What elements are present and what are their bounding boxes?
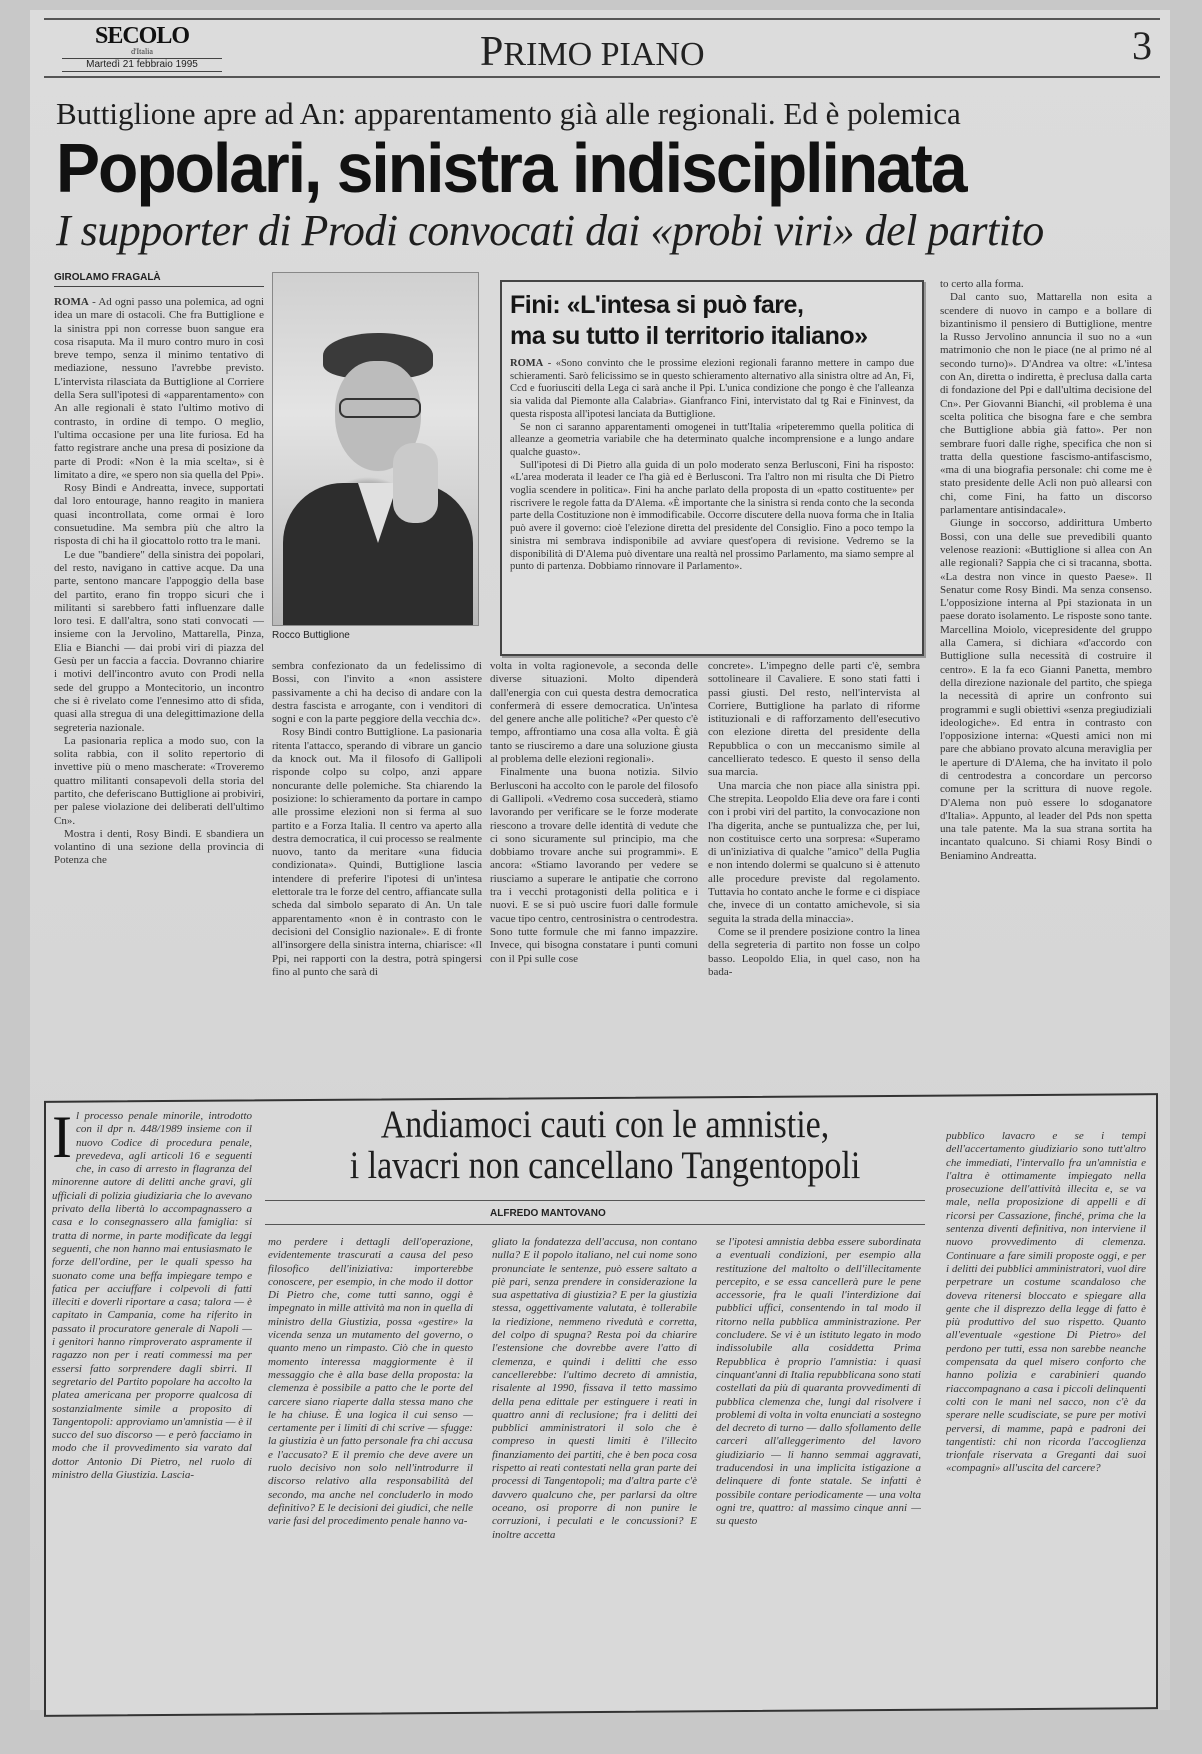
lead-column-3	[490, 660, 698, 1062]
section-title	[480, 28, 705, 76]
subheadline: I supporter di Prodi convocati dai «probi viri» del partito	[56, 206, 1044, 255]
paragraph: Finalmente una buona notizia. Silvio Berlusconi ha accolto con le parole del filosofo di Gallipoli. «Vedremo cosa succederà, stiamo lavorando per verificare se le forze moderate riescono a trovare delle identità di vedute che ci sono sicuramente sul principio, ma che dobbiamo trovare anche sui programmi». E ancora: «Stiamo lavorando per vedere se riusciamo a superare le antipatie che corrono tra i vecchi protagonisti della politica e i nuovi. E se si può uscire fuori dalle formule vacue tipo centro, centrosinistra o centrodestra. Sono tutte formule che mi fanno impazzire. Invece, qui bisogna constatare i punti comuni con il Ppi sulle cose	[490, 766, 698, 965]
paragraph-text: - Ad ogni passo una polemica, ad ogni idea un mare di ostacoli. Che fra Buttiglione e la sinistra ppi non corresse buon sangue era cosa risaputa. Ma il muro contro muro in così breve tempo, senza il minimo tentativo di mediazione, nessuno l'avrebbe previsto. L'intervista rilasciata da Buttiglione al Corriere della Sera sull'ipotesi di «apparentamento» con An alle regionali è stato l'ultimo motivo di contrasto, in ordine di tempo. O meglio, l'ultima occasione per una lite furiosa. Ed ha fatto registrare anche una presa di posizione da parte di Prodi: «Non è la mia scelta», si è limitato a dire, «e spero non sia quella del Ppi».	[54, 296, 264, 481]
newspaper-logo	[62, 24, 222, 72]
opinion-column-1	[52, 1110, 252, 1700]
opinion-byline: ALFREDO MANTOVANO	[490, 1208, 606, 1219]
paragraph: gliato la fondatezza dell'accusa, non contano nulla? E il popolo italiano, nel cui nome sono pronunciate le sentenze, può essere saltato a piè pari, senza prendere in considerazione la sua aspettativa di giustizia? E per la giustizia stessa, oggettivamente valutata, è tollerabile la riedizione, nemmeno rivedutà e corretta, del colpo di spugna? Resta poi da chiarire l'estensione che dovrebbe avere l'atto di clemenza, e quindi i delitti che esso cancellerebbe: l'ultimo decreto di amnistia, risalente al 1990, fissava il tetto massimo della pena edittale per estinguere i reati in quattro anni di reclusione; fra i delitti dei pubblici amministratori il solo che è compreso in questi limiti è l'illecito finanziamento dei partiti, che è ben poca cosa rispetto ai reati contestati nella gran parte dei processi di Tangentopoli; ma d'altra parte c'è davvero qualcuno che, per parlarsi da oltre oceano, osi proporre di non punire le corruzioni, i peculati e le concussioni? E inoltre accetta	[492, 1236, 697, 1541]
opinion-title-line1: Andiamoci cauti con le amnistie,	[380, 1103, 830, 1146]
kicker: Buttiglione apre ad An: apparentamento già alle regionali. Ed è polemica	[56, 96, 961, 131]
opinion-column-2	[268, 1236, 473, 1700]
paragraph: mo perdere i dettagli dell'operazione, evidentemente trascurati a causa del peso filosofico dell'iniziativa: importerebbe conoscere, per esempio, in che modo il dottor Di Pietro che, come tutti sanno, oggi è impegnato in mille attività ma non in quella di ministro della Giustizia, possa «gestire» la vicenda senza un mutamento del governo, o quanto meno un rimpasto. Ciò che in questo momento interessa maggiormente è il messaggio che è alla base della proposta: la clemenza è possibile a patto che le porte del carcere siano riaperte dalla stessa mano che le ha chiuse. È una logica il cui senso — certamente per i limiti di chi scrive — sfugge: la giustizia è un fatto personale fra chi accusa e l'accusato? E il premio che deve avere un ruolo decisivo non solo nell'introdurre il discorso relativo alla responsabilità del secondo, ma anche nel concluderlo in modo definitivo? E le decisioni dei giudici, che nelle varie fasi del procedimento penale hanno va-	[268, 1236, 473, 1528]
paragraph: Dal canto suo, Mattarella non esita a scendere di nuovo in campo e a bollare di bizantinismo il pensiero di Buttiglione, mentre la Russo Jervolino annuncia il suo no a «un matrimonio che non le piace (ne al primo né al secondo turno)». D'Andrea va oltre: «L'intesa con An, diretta o indiretta, è preclusa dalla carta di fondazione del Ppi e dall'ultima decisione del Cn». Per Giovanni Bianchi, «il problema è una scelta politica che bisogna fare e che sembra che Buttiglione abbia già fatto». Per non sembrare fuori dalle righe, specifica che non si tratta della questione fascismo-antifascismo, «ma di una biografia personale: chi come me è stato presidente delle Acli non può allearsi con chi, come Fini, ha fatto un discorso parlamentare antisindacale».	[940, 291, 1152, 517]
paragraph: Come se il prendere posizione contro la linea della segreteria di partito non fosse un colpo basso. Leopoldo Elia, in quel caso, non ha bada-	[708, 925, 920, 978]
page-number: 3	[1132, 23, 1152, 68]
dateline: ROMA	[54, 296, 89, 308]
sidebar-title	[510, 290, 868, 352]
paragraph: Le due "bandiere" della sinistra dei popolari, del resto, navigano in cattive acque. Da una parte, sentono mancare l'appoggio della base del partito, erano fin troppo sicuri che i militanti si sarebbero fatti influenzare dalle loro tesi. E dall'altra, sono stati convocati — insieme con la Jervolino, Mattarella, Pinza, Elia e Bianchi — dai probi viri di piazza del Gesù per un faccia a faccia. Dovranno chiarire i motivi dell'incontro avuto con Prodi nella sede del gruppo a Montecitorio, un incontro che si è rivelato come l'ennesimo atto di sfida, quasi alla stregua di una delegittimazione della segreteria nazionale.	[54, 548, 264, 734]
paragraph: pubblico lavacro e se i tempi dell'accertamento giudiziario sono tutt'altro che immediati, l'intervallo fra un'amnistia e l'altra è ottimamente impiegato nella prosecuzione dell'attività illecita e, se va male, nella proposizione di appelli e di ricorsi per Cassazione, finché, prima che la sentenza diventi definitiva, non interviene il nuovo provvedimento di clemenza. Continuare a fare simili proposte oggi, e per i delitti dei pubblici amministratori, vuol dire perpetrare un costume scandaloso che doveva ritenersi bloccato e spiegare alla gente che il disprezzo della legge di fatto è più produttivo del suo rispetto. Quanto all'eventuale «gestione Di Pietro» del perdono per tutti, essa non sarebbe neanche compensata da quel misero conforto che hanno polizia e carabinieri quando riaccompagnano a casa i piccoli delinquenti colti con le mani nel sacco, non c'è da sperare nelle scudisciate, se pure per motivi perversi, di mamme, papà e padroni dei tangentisti: chi non ricorda l'accoglienza trionfale riservata a Greganti dai suoi «compagni» all'uscita del carcere?	[946, 1130, 1146, 1475]
section-initial: P	[480, 29, 504, 75]
logo-subtitle: d'Italia	[131, 47, 153, 56]
paragraph-text: - «Sono convinto che le prossime elezioni regionali faranno mettere in campo due schieramenti. Sarò felicissimo se in questo schieramento alternativo alla sinistra oltre ad An, Fi, Ccd e fuoriusciti della Lega ci sarà anche il Ppi. L'unica condizione che pongo è che l'alleanza sia valida dal Piemonte alla Calabria». Gianfranco Fini, intervistato dal tg Rai e Fininvest, da questa risposta all'ipotesi lanciata da Buttiglione.	[510, 358, 914, 420]
paragraph: Sull'ipotesi di Di Pietro alla guida di un polo moderato senza Berlusconi, Fini ha risposto: «L'area moderata il leader ce l'ha già ed è Berlusconi. Tra l'altro non mi risulta che Di Pietro voglia scendere in politica». Fini ha anche parlato della proposta di un «patto costituente» per riscrivere le regole fatta da D'Alema. «È importante che la sinistra si renda conto che la seconda parte della Costituzione non è immodificabile. Occorre discutere della nuova forma che in Italia può avere il governo: cioè l'elezione diretta del presidente del Consiglio. Fino a poco tempo la sinistra mi sembrava indisponibile ad avviare quest'opera di revisione. Vedremo se la disponibilità di D'Alema può diventare una realtà nel prossimo Parlamento, ma siamo sempre al punto di partenza. Dobbiamo rinnovare il Parlamento».	[510, 459, 914, 573]
main-headline: Popolari, sinistra indisciplinata	[56, 129, 966, 207]
issue-date: Martedì 21 febbraio 1995	[62, 58, 222, 72]
opinion-column-3	[492, 1236, 697, 1700]
paragraph: La pasionaria replica a modo suo, con la solita rabbia, con il solito repertorio di invettive più o meno mascherate: «Troveremo quattro militanti consapevoli della storia del partito, che deferiscano Buttiglione ai probiviri, per palese violazione dei deliberati dell'ultimo Cn».	[54, 734, 264, 827]
masthead-bottom-rule	[44, 76, 1160, 78]
lead-column-2	[272, 660, 482, 1062]
paragraph: Rosy Bindi e Andreatta, invece, supportati dal loro entourage, hanno reagito in maniera quasi incontrollata, come ormai è loro consuetudine. Ma sembra più che altro la risposta di chi ha il giocattolo rotto tra le mani.	[54, 482, 264, 548]
portrait-photo	[272, 272, 479, 626]
photo-glasses	[339, 398, 421, 418]
dateline: ROMA	[510, 358, 544, 369]
sidebar-title-line1: Fini: «L'intesa si può fare,	[510, 291, 804, 319]
paragraph	[54, 296, 264, 482]
paragraph: volta in volta ragionevole, a seconda delle diverse situazioni. Molto dipenderà dall'energia con cui questa destra democratica confermerà di essere democratica. Un'intesa del genere anche alle politiche? «Per questo c'è tempo, affrontiamo una cosa alla volta. È già tanto se riusciremo a dare una soluzione giusta al problema delle elezioni regionali».	[490, 660, 698, 766]
lead-column-1	[54, 296, 264, 1062]
lead-column-4	[708, 660, 920, 1062]
paragraph: sembra confezionato da un fedelissimo di Bossi, con l'invito a «non assistere passivamente a chi ha deciso di andare con la destra fascista e arrogante, con i venditori di sogni e con la parte peggiore della vecchia dc».	[272, 660, 482, 726]
section-rest: RIMO PIANO	[503, 36, 705, 73]
opinion-column-4	[716, 1236, 921, 1706]
photo-caption: Rocco Buttiglione	[272, 630, 350, 641]
paragraph: to certo alla forma.	[940, 278, 1024, 290]
fini-sidebar-box	[500, 280, 924, 656]
paragraph: Se non ci saranno apparentamenti omogenei in tutt'Italia «ripeteremmo quella politica di alleanze a geometria variabile che ha determinato qualche incomprensione e a lungo andare qualche guasto».	[510, 421, 914, 458]
paragraph	[510, 358, 914, 422]
masthead-top-rule	[44, 18, 1160, 20]
logo-name: SECOLO	[94, 23, 190, 49]
paragraph: concrete». L'impegno delle parti c'è, sembra sottolineare il Cavaliere. E sono stati fatti i passi giusti. Del resto, nell'intervista al Corriere, Buttiglione ha parlato di riforme istituzionali e di rafforzamento dell'esecutivo con elezione diretta del presidente della Repubblica o con un meccanismo simile al cancellierato tedesco. E questo il senso della sua marcia.	[708, 660, 920, 779]
sidebar-body	[510, 358, 914, 648]
opinion-title	[330, 1105, 880, 1188]
opinion-column-5	[946, 1130, 1146, 1690]
opinion-rule	[265, 1224, 925, 1225]
lead-column-5	[940, 278, 1152, 1078]
paragraph	[52, 1110, 252, 1482]
opinion-title-line2: i lavacri non cancellano Tangentopoli	[349, 1144, 861, 1188]
paragraph: Giunge in soccorso, addirittura Umberto Bossi, con una delle sue prevedibili quanto velenose reazioni: «Buttiglione si allea con An alle regionali? Sappia che ci si tracanna, sbotta. «La destra non vince in questo Paese». Il Senatur come Rosy Bindi. Ma senza consenso. L'opposizione interna al Ppi stazionata in un paese dorato isolamento. Le risposte sono tante. Marcellina Moiolo, vicepresidente del gruppo alla Camera, si dichiara «d'accordo con Buttiglione sulla necessità di costruire il centro». E la fa eco Gianni Panetta, membro della direzione nazionale del partito, che spiega la necessità di aprire un confronto sui programmi e sugli obiettivi «senza pregiudiziali ideologiche». Ed entra in contrasto con l'opposizione interna: «Questi amici non mi pare che abbiano provato alcuna meraviglia per le aperture di D'Alema, che ha invitato il polo di centrodestra a concordare un percorso comune per la scrittura di nuove regole. D'Alema non può essere lo sdoganatore d'Italia». Appunto, al leader del Pds non spetta una tale patente. Ma la sua strana sortita ha incantato qualcuno. Si chiami Rosy Bindi o Beniamino Andreatta.	[940, 517, 1152, 862]
paragraph: Una marcia che non piace alla sinistra ppi. Che strepita. Leopoldo Elia deve ora fare i conti con i probi viri del partito, la convocazione non l'ha digerita, anche se puntualizza che, per lui, non costituisce certo una sorpresa: «Superamo di un'iniziativa di qualche "amico" della Puglia e non intendo dolermi se qualcuno si è attenuto alle procedure previste dal regolamento. Tuttavia ho contato anche le forme e ci dispiace che, invece di un contatto amichevole, si sia seguita la strada della minaccia».	[708, 779, 920, 925]
paragraph: Mostra i denti, Rosy Bindi. E sbandiera un volantino di una sezione della provincia di Potenza che	[54, 827, 264, 867]
opinion-rule	[265, 1200, 925, 1201]
photo-hand	[393, 443, 438, 523]
paragraph-text: l processo penale minorile, introdotto con il dpr n. 448/1989 insieme con il nuovo Codice di procedura penale, prevedeva, agli articoli 16 e seguenti che, in caso di arresto in flagranza del minorenne autore di delitti anche gravi, gli ufficiali di polizia giudiziaria che lo avevano privato della libertà lo accompagnassero a casa e lo consegnassero alla famiglia: si tratta di norme, in parte modificate da leggi seguenti, che non hanno mai entusiasmato le forze dell'ordine, per le quali spesso ha suonato come una beffa impiegare tempo e fatica per acciuffare i colpevoli di fatti illeciti e doverli riportare a casa; talora — è capitato in Campania, come ha riferito in passato il procuratore generale di Napoli — i genitori hanno rimproverato aspramente il ragazzo non per i reati commessi ma per essersi fatto sorprendere dagli sbirri. Il segretario del Partito popolare ha accolto la platea americana per proporre qualcosa di sostanzialmente simile a proposito di Tangentopoli: approviamo un'amnistia — è il succo del suo discorso — e però facciamo in modo che il provvedimento sia varato dal dottor Antonio Di Pietro, nel ruolo di ministro della Giustizia. Lascia-	[52, 1110, 252, 1482]
drop-cap: I	[52, 1110, 72, 1170]
lead-byline: GIROLAMO FRAGALÀ	[54, 272, 264, 287]
paragraph: Rosy Bindi contro Buttiglione. La pasionaria ritenta l'attacco, sperando di vibrare un gancio da knock out. Ma il filosofo di Gallipoli risponde colpo su colpo, anzi appare noncurante delle polemiche. Sta chiarendo la posizione: lo schieramento da portare in campo alle prossime elezioni non si ferma al suo partito e a Forza Italia. Il centro va aperto alla destra democratica, il cui processo se realmente nuovo, tanto da meritare «una fiducia condizionata». Quindi, Buttiglione lascia intendere di preferire l'ipotesi di un'intesa elettorale tra le forze del centro, affiancate sulla scheda dal simbolo separato di An. Un tale apparentamento «non è in contrasto con le decisioni del Consiglio nazionale». E di fronte all'insorgere della sinistra interna, chiarisce: «Il Ppi, nei rapporti con la destra, potrà spingersi fino al punto che sarà di	[272, 726, 482, 978]
paragraph: se l'ipotesi amnistia debba essere subordinata a eventuali condizioni, per esempio alla restituzione del maltolto o dell'illecitamente percepito, e se essa cancellerà pure le pene accessorie, fra le quali l'interdizione dai pubblici uffici, consentendo in tal modo il ritorno nella pubblica amministrazione. Per concludere. Se vi è un istituto legato in modo indissolubile alla cosiddetta Prima Repubblica è proprio l'amnistia: i quasi cinquant'anni di Italia repubblicana sono stati costellati da più di quaranta provvedimenti di pubblica clemenza che, lungi dal risolvere i problemi di volta in volta enunciati a sostegno del decreto di turno — dallo sfollamento delle carceri all'alleggerimento del lavoro giudiziario — li hanno semmai aggravati, traducendosi in una implicita istigazione a delinquere di fonte statale. Se infatti è possibile contare periodicamente — una volta ogni tre, quattro: al massimo cinque anni — su questo	[716, 1236, 921, 1528]
sidebar-title-line2: ma su tutto il territorio italiano»	[510, 322, 868, 350]
